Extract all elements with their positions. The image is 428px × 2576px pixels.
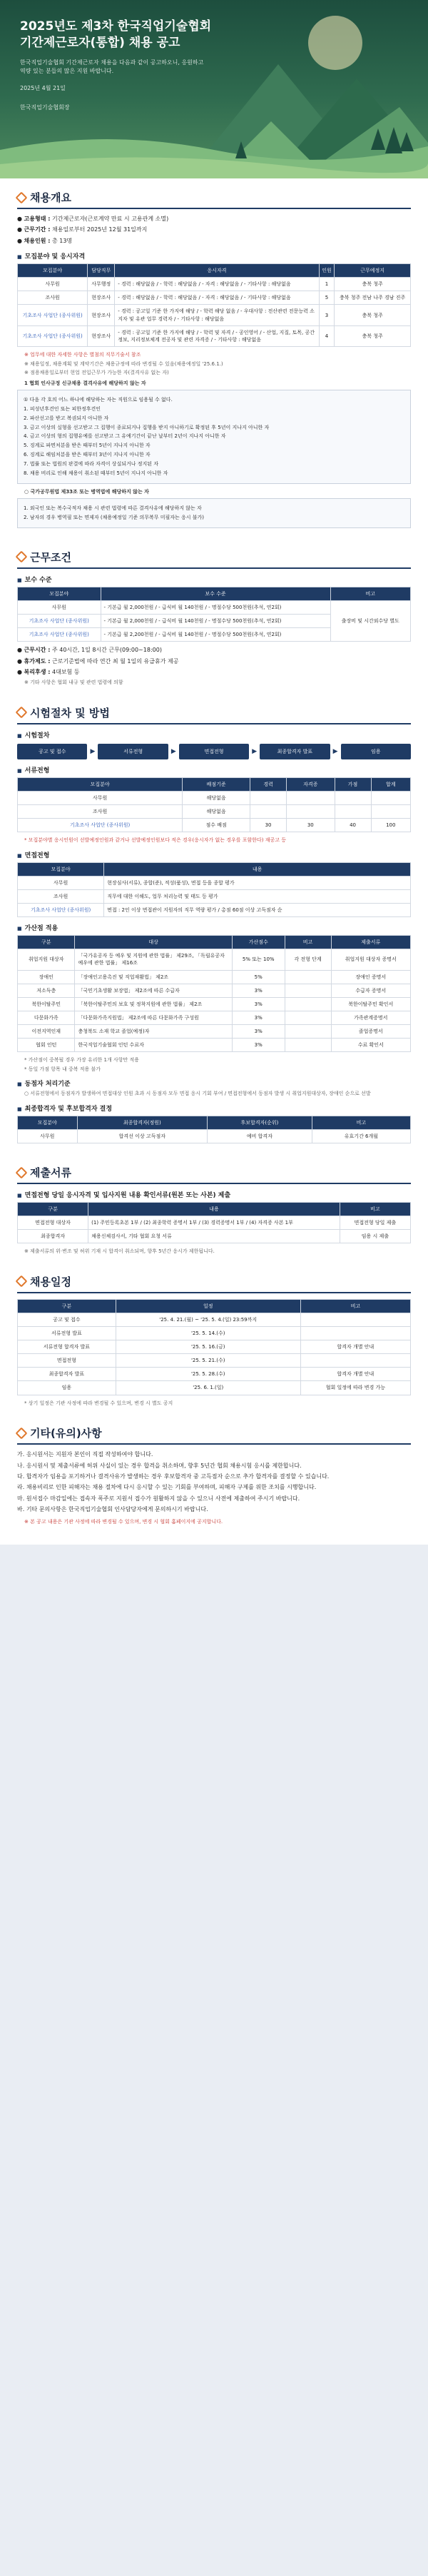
cell: 이전지역인재 <box>18 1025 75 1039</box>
bonus-points-table <box>17 935 411 1052</box>
cell: - 경력 : 공고일 기준 한 가지에 해당 / - 학력 및 자격 / - 공인영어 / - 산업, 지질, 토목, 공간정보, 지리정보체계 전공자 및 관련 자격증 / - 기타사항 : 해당없음 <box>115 325 320 346</box>
cell: 직무에 대한 이해도, 업무 처리능력 및 태도 등 평가 <box>104 889 411 903</box>
step: 서류전형 <box>98 744 168 759</box>
column-header: 구분 <box>18 1203 88 1216</box>
cell: - 기본급 월 2,000천원 / - 급식비 월 140천원 / - 명절수당 500천원(추석, 연2회) <box>101 600 330 614</box>
column-header: 근무예정지 <box>335 264 411 278</box>
cell: 현장심사(서류), 종합(준), 적성(품성), 면접 등을 종합 평가 <box>104 876 411 889</box>
page-title <box>20 19 234 51</box>
section-exam-procedure <box>0 694 428 1153</box>
cell: 최종합격자 발표 <box>18 1368 116 1381</box>
criteria-title: ○ 국가공무원법 제33조 또는 병역법에 해당하지 않는 자 <box>24 488 149 495</box>
cell: - 경력 : 공고일 기준 한 가지에 해당 / - 학력 해당 없음 / - 우대사항 : 전산관련 전문능력 소지자 및 유관 업무 경력자 / - 기타사항 : 해당없음 <box>115 305 320 325</box>
cell: 합격자 개별 안내 <box>300 1340 410 1354</box>
value: 총 13명 <box>51 237 73 244</box>
column-header: 모집분야 <box>18 862 104 876</box>
cell <box>300 1326 410 1340</box>
cell: 예비 합격자 <box>208 1129 312 1143</box>
section-title: 채용일정 <box>30 1275 71 1288</box>
cell: 면접전형 당일 제출 <box>340 1216 410 1230</box>
cell: 가족관계증명서 <box>331 1011 410 1024</box>
step: 공고 및 접수 <box>17 744 87 759</box>
table-row <box>18 904 411 917</box>
additional-criteria-box <box>17 498 411 528</box>
criteria-line: 3. 금고 이상의 실형을 선고받고 그 집행이 종료되거나 집행을 받지 아니하기로 확정된 후 5년이 지나지 아니한 자 <box>24 424 270 430</box>
cell: 서류전형 발표 <box>18 1326 116 1340</box>
column-header: 배점기준 <box>183 777 250 791</box>
subsection-title: ■ 서류전형 <box>17 765 411 774</box>
employment-type: ● 고용형태 : 기간제근로자(근로계약 만료 시 고용관계 소멸) <box>17 216 169 222</box>
hero-subtitle-line-2: 역량 있는 분들의 많은 지원 바랍니다. <box>20 67 114 74</box>
cell: 3% <box>232 997 285 1011</box>
section-work-conditions <box>0 538 428 694</box>
section-title: 제출서류 <box>30 1166 71 1179</box>
table-row <box>18 1129 411 1143</box>
hero-subtitle <box>20 59 234 76</box>
criteria-line: 8. 채용 비리로 인해 채용이 취소된 때부터 5년이 지나지 아니한 자 <box>24 470 168 476</box>
note: * 상기 일정은 기관 사정에 따라 변경될 수 있으며, 변경 시 별도 공지 <box>24 1400 173 1406</box>
subsection-title: ■ 가산점 적용 <box>17 923 411 932</box>
note: ※ 채용일정, 채용계획 및 계약기간은 채용규정에 따라 변경될 수 있음(채용예정일 '25.6.1.) <box>24 360 223 367</box>
footer-spacer <box>17 1527 411 1539</box>
column-header: 담당직무 <box>88 264 115 278</box>
column-header: 인원 <box>319 264 335 278</box>
criteria-line: 1. 외국인 또는 복수국적자 채용 시 관련 법령에 따른 결격사유에 해당하지 않는 자 <box>24 505 202 512</box>
table-row <box>18 1216 411 1230</box>
value: 채용일로부터 2025년 12월 31일까지 <box>51 226 148 233</box>
cell: 합격자 개별 안내 <box>300 1368 410 1381</box>
note: ※ 제출서류의 위·변조 및 허위 기재 시 합격이 취소되며, 향후 5년간 응시가 제한됩니다. <box>24 1248 215 1255</box>
cell: 사무원 <box>18 600 101 614</box>
cell <box>300 1313 410 1326</box>
cell: 3% <box>232 1025 285 1039</box>
section-title: 기타(유의)사항 <box>30 1427 102 1440</box>
table-row <box>18 1326 411 1340</box>
cell: 3% <box>232 1039 285 1052</box>
cell: 충북 청주 <box>335 305 411 325</box>
title-line-1: 2025년도 제3차 한국직업기술협회 <box>20 19 212 34</box>
cell: 취업지원 대상자 증명서 <box>331 949 410 970</box>
table-row <box>18 1313 411 1326</box>
column-header: 가점 <box>335 777 371 791</box>
subsection-title: ■ 동점자 처리기준 <box>17 1079 411 1088</box>
column-header: 가산점수 <box>232 936 285 949</box>
note: * 가산점이 중복될 경우 가장 유리한 1개 사항만 적용 <box>24 1057 139 1064</box>
process-steps <box>17 744 411 759</box>
tie-breaker-text: ○ 서류전형에서 동점자가 발생하여 면접대상 인원 초과 시 동점자 모두 면접 응시 기회 부여 / 면접전형에서 동점자 발생 시 취업지원대상자, 장애인 순으로 선발 <box>24 1091 371 1097</box>
section-recruitment-overview <box>0 178 428 538</box>
cell: '25. 5. 16.(금) <box>116 1340 300 1354</box>
notice-item: 가. 응시원서는 지원자 본인이 직접 작성하여야 합니다. <box>17 1451 153 1458</box>
hire-count: ● 채용인원 : 총 13명 <box>17 237 73 244</box>
criteria-title: 1 협회 인사규정 신규채용 결격사유에 해당하지 않는 자 <box>24 380 146 386</box>
diamond-icon <box>16 191 28 203</box>
column-header: 응시자격 <box>115 264 320 278</box>
cell <box>285 1011 331 1024</box>
schedule-table <box>17 1299 411 1395</box>
label: 근무시간 : <box>24 647 51 654</box>
cell: 수급자 증명서 <box>331 984 410 997</box>
step: 최종합격자 발표 <box>260 744 330 759</box>
column-header: 비고 <box>312 1116 410 1129</box>
title-line-2: 기간제근로자(통합) 채용 공고 <box>20 35 180 50</box>
cell: 최종합격자 <box>18 1230 88 1243</box>
section-title: 시험절차 및 방법 <box>30 706 110 719</box>
table-row <box>18 1025 411 1039</box>
value: 근로기준법에 따라 연간 최 월 1일의 유급휴가 제공 <box>51 657 179 665</box>
cell: 사무원 <box>18 791 183 804</box>
section-heading <box>17 705 411 724</box>
cell: 충청북도 소재 학교 졸업(예정)자 <box>75 1025 232 1039</box>
documents-table <box>17 1202 411 1243</box>
cell: 「다문화가족지원법」 제2조에 따른 다문화가족 구성원 <box>75 1011 232 1024</box>
column-header: 비고 <box>300 1299 410 1313</box>
table-row <box>18 1354 411 1368</box>
cell: 조사원 <box>18 291 88 305</box>
value: 4대보험 등 <box>51 669 80 675</box>
cell: 합격선 이상 고득점자 <box>77 1129 207 1143</box>
cell: 1 <box>319 278 335 291</box>
section-schedule <box>0 1263 428 1414</box>
closing-note: ※ 본 공고 내용은 기관 사정에 따라 변경될 수 있으며, 변경 시 협회 홈페이지에 공지합니다. <box>24 1519 223 1525</box>
notice-item: 라. 채용비리로 인한 피해자는 채용 절차에 다시 응시할 수 있는 기회를 부여하며, 피해자 구제를 위한 조치를 시행합니다. <box>17 1484 317 1491</box>
note: ※ 업무에 대한 자세한 사항은 별첨의 직무기술서 참조 <box>24 352 141 358</box>
column-header: 보수 수준 <box>101 587 330 600</box>
cell <box>335 791 371 804</box>
cell: 30 <box>250 819 287 832</box>
leave-policy: ● 휴가제도 : 근로기준법에 따라 연간 최 월 1일의 유급휴가 제공 <box>17 657 179 665</box>
cell: 4 <box>319 325 335 346</box>
cell: 현장조사 <box>88 291 115 305</box>
cell: 공고 및 접수 <box>18 1313 116 1326</box>
column-header: 모집분야 <box>18 587 101 600</box>
cell: 100 <box>371 819 411 832</box>
cell <box>286 805 335 819</box>
cell <box>285 1039 331 1052</box>
section-heading <box>17 550 411 569</box>
cell: 충북 청주 전남 나주 경남 진주 <box>335 291 411 305</box>
column-header: 모집분야 <box>18 1116 78 1129</box>
pay-table <box>17 587 411 642</box>
table-row <box>18 970 411 984</box>
table-row <box>18 1011 411 1024</box>
table-row <box>18 1368 411 1381</box>
criteria-line: ① 다음 각 호의 어느 하나에 해당하는 자는 직원으로 임용될 수 없다. <box>24 397 173 403</box>
cell: 30 <box>286 819 335 832</box>
cell: - 경력 : 해당없음 / - 학력 : 해당없음 / - 자격 : 해당없음 / - 기타사항 : 해당없음 <box>115 291 320 305</box>
notice-item: 나. 응시원서 및 제출서류에 허위 사실이 있는 경우 합격을 취소하며, 향후 5년간 협회 채용시험 응시를 제한합니다. <box>17 1462 302 1469</box>
column-header: 내용 <box>88 1203 340 1216</box>
cell: 다문화가족 <box>18 1011 75 1024</box>
announcement-date: 2025년 4월 21일 <box>20 84 66 91</box>
final-decision-table <box>17 1116 411 1143</box>
cell: 40 <box>335 819 371 832</box>
cell: 장애인 증명서 <box>331 970 410 984</box>
cell: 사무원 <box>18 876 104 889</box>
cell: 조사원 <box>18 889 104 903</box>
criteria-line: 2. 파산선고를 받고 복권되지 아니한 자 <box>24 415 109 421</box>
cell: 「국민기초생활 보장법」 제2조에 따른 수급자 <box>75 984 232 997</box>
organization-name: 한국직업기술협회장 <box>20 103 70 111</box>
table-row <box>18 997 411 1011</box>
diamond-icon <box>16 1276 28 1288</box>
cell: 면접전형 <box>18 1354 116 1368</box>
section-other-notes <box>0 1414 428 1545</box>
cell: 기초조사 사업단 (종사위원) <box>18 628 101 642</box>
table-row <box>18 791 411 804</box>
column-header: 구분 <box>18 936 75 949</box>
cell: 현장조사 <box>88 325 115 346</box>
subsection-title: ■ 시험절차 <box>17 730 411 739</box>
cell: - 기본급 월 2,200천원 / - 급식비 월 140천원 / - 명절수당 500천원(추석, 연2회) <box>101 628 330 642</box>
benefits: ● 복리후생 : 4대보험 등 <box>17 669 80 675</box>
cell <box>285 1025 331 1039</box>
column-header: 최종합격자(정원) <box>77 1116 207 1129</box>
arrow-right-icon: ▶ <box>170 747 176 755</box>
cell: 저소득층 <box>18 984 75 997</box>
table-row <box>18 876 411 889</box>
table-row <box>18 278 411 291</box>
cell: 협회 인턴 <box>18 1039 75 1052</box>
cell: 출장비 및 시간외수당 별도 <box>330 600 410 641</box>
table-row <box>18 819 411 832</box>
cell: 서류전형 합격자 발표 <box>18 1340 116 1354</box>
cell: 5 <box>319 291 335 305</box>
cell <box>335 805 371 819</box>
section-documents <box>0 1153 428 1263</box>
cell: 기초조사 사업단 (종사위원) <box>18 305 88 325</box>
criteria-line: 1. 피성년후견인 또는 피한정후견인 <box>24 405 101 412</box>
cell: - 경력 : 해당없음 / - 학력 : 해당없음 / - 자격 : 해당없음 / - 기타사항 : 해당없음 <box>115 278 320 291</box>
arrow-right-icon: ▶ <box>252 747 258 755</box>
cell <box>250 791 287 804</box>
column-header: 경력 <box>250 777 287 791</box>
criteria-line: 2. 남자의 경우 병역필 또는 면제자 (채용예정일 기준 의무복무 미필자는 응시 불가) <box>24 514 204 520</box>
cell: 졸업증명서 <box>331 1025 410 1039</box>
cell: 해당없음 <box>183 805 250 819</box>
notice-item: 마. 원서접수 마감일에는 접속자 폭주로 지원서 접수가 원활하지 않을 수 있으니 사전에 제출하여 주시기 바랍니다. <box>17 1495 300 1502</box>
cell: '25. 5. 21.(수) <box>116 1354 300 1368</box>
table-row <box>18 291 411 305</box>
hero-subtitle-line-1: 한국직업기술협회 기간제근로자 채용을 다음과 같이 공고하오니, 응원하고 <box>20 59 204 66</box>
section-title: 채용개요 <box>30 191 71 204</box>
label: 채용인원 : <box>24 237 51 244</box>
column-header: 제출서류 <box>331 936 410 949</box>
value: 기간제근로자(근로계약 만료 시 고용관계 소멸) <box>51 216 169 222</box>
column-header: 일정 <box>116 1299 300 1313</box>
table-row <box>18 1039 411 1052</box>
cell: 사무행정 <box>88 278 115 291</box>
cell: 임용 <box>18 1381 116 1395</box>
cell: '25. 5. 14.(수) <box>116 1326 300 1340</box>
cell: 조사원 <box>18 805 183 819</box>
note: ※ 기타 사항은 협회 내규 및 관련 법령에 의함 <box>24 680 123 686</box>
label: 고용형태 : <box>24 216 51 222</box>
cell <box>371 805 411 819</box>
cell: 협회 일정에 따라 변경 가능 <box>300 1381 410 1395</box>
subsection-title: ■ 최종합격자 및 후보합격자 결정 <box>17 1103 411 1113</box>
cell: 기초조사 사업단 (종사위원) <box>18 819 183 832</box>
cell <box>300 1354 410 1368</box>
column-header: 후보합격자(순위) <box>208 1116 312 1129</box>
section-heading <box>17 1425 411 1445</box>
cell: 현장조사 <box>88 305 115 325</box>
cell: (1) 주민등록초본 1부 / (2) 최종학력 증명서 1부 / (3) 경력증명서 1부 / (4) 자격증 사본 1부 <box>88 1216 340 1230</box>
column-header: 자격증 <box>286 777 335 791</box>
arrow-right-icon: ▶ <box>332 747 338 755</box>
criteria-line: 7. 법률 또는 법원의 판결에 따라 자격이 상실되거나 정지된 자 <box>24 460 158 467</box>
cell: 점수 배점 <box>183 819 250 832</box>
cell: 사무원 <box>18 1129 78 1143</box>
label: 근무기간 : <box>24 226 51 233</box>
work-hours: ● 근무시간 : 주 40시간, 1일 8시간 근무(09:00~18:00) <box>17 647 162 654</box>
document-screening-table <box>17 777 411 832</box>
table-row <box>18 1230 411 1243</box>
column-header: 모집분야 <box>18 264 88 278</box>
cell <box>285 970 331 984</box>
table-row <box>18 1381 411 1395</box>
note: * 모집분야별 응시인원이 선발예정인원과 같거나 선발예정인원보다 적은 경우(응시자가 없는 경우를 포함한다) 재공고 등 <box>24 837 286 844</box>
notice-item: 바. 기타 문의사항은 한국직업기술협회 인사담당자에게 문의하시기 바랍니다. <box>17 1506 208 1513</box>
cell: 5% <box>232 970 285 984</box>
criteria-line: 5. 징계로 파면처분을 받은 때부터 5년이 지나지 아니한 자 <box>24 443 151 449</box>
table-row <box>18 1340 411 1354</box>
cell: 「북한이탈주민의 보호 및 정착지원에 관한 법률」 제2조 <box>75 997 232 1011</box>
hero-banner <box>0 0 428 178</box>
cell: 기초조사 사업단 (종사위원) <box>18 904 104 917</box>
cell: 수료 확인서 <box>331 1039 410 1052</box>
table-row <box>18 600 411 614</box>
criteria-line: 6. 징계로 해임처분을 받은 때부터 3년이 지나지 아니한 자 <box>24 452 151 458</box>
cell: '25. 6. 1.(일) <box>116 1381 300 1395</box>
subsection-title: ■ 보수 수준 <box>17 575 411 584</box>
positions-table <box>17 263 411 347</box>
label: 휴가제도 : <box>24 657 51 665</box>
step: 임용 <box>341 744 411 759</box>
cell: 북한이탈주민 확인서 <box>331 997 410 1011</box>
cell: '25. 5. 28.(수) <box>116 1368 300 1381</box>
cell: 유효기간 6개월 <box>312 1129 410 1143</box>
cell <box>285 984 331 997</box>
table-row <box>18 805 411 819</box>
column-header: 합계 <box>371 777 411 791</box>
diamond-icon <box>16 1166 28 1178</box>
diamond-icon <box>16 707 28 719</box>
cell: 임용 시 제출 <box>340 1230 410 1243</box>
work-period: ● 근무기간 : 채용일로부터 2025년 12월 31일까지 <box>17 226 148 233</box>
arrow-right-icon: ▶ <box>90 747 96 755</box>
cell: 각 전형 단계 <box>285 949 331 970</box>
column-header: 비고 <box>285 936 331 949</box>
cell: 해당없음 <box>183 791 250 804</box>
cell: 한국직업기술협회 인턴 수료자 <box>75 1039 232 1052</box>
table-row <box>18 889 411 903</box>
subsection-title: ■ 면접전형 <box>17 850 411 859</box>
column-header: 내용 <box>104 862 411 876</box>
section-heading <box>17 1274 411 1293</box>
table-row <box>18 305 411 325</box>
value: 주 40시간, 1일 8시간 근무(09:00~18:00) <box>51 647 162 654</box>
cell: 3% <box>232 984 285 997</box>
cell: 「국가유공자 등 예우 및 지원에 관한 법률」 제29조, 「독립유공자 예우에 관한 법률」 제16조 <box>75 949 232 970</box>
cell: 5% 또는 10% <box>232 949 285 970</box>
cell: '25. 4. 21.(월) ~ '25. 5. 4.(일) 23:59까지 <box>116 1313 300 1326</box>
cell: 채용신체검사서, 기타 협회 요청 서류 <box>88 1230 340 1243</box>
table-row <box>18 325 411 346</box>
criteria-line: 4. 금고 이상의 형의 집행유예를 선고받고 그 유예기간이 끝난 날부터 2년이 지나지 아니한 자 <box>24 433 226 440</box>
cell <box>250 805 287 819</box>
cell: 충북 청주 <box>335 278 411 291</box>
note: ※ 점용채용일로부터 현업 전입근무가 가능한 자(결격사유 없는 자) <box>24 370 169 376</box>
cell: 3% <box>232 1011 285 1024</box>
label: 복리후생 : <box>24 669 51 675</box>
cell: 면접 : 2인 이상 면접관이 지원자의 직무 역량 평가 / 총점 60점 이상 고득점자 순 <box>104 904 411 917</box>
cell: 면접전형 대상자 <box>18 1216 88 1230</box>
column-header: 비고 <box>340 1203 410 1216</box>
subsection-title: ■ 면접전형 당일 응시자격 및 입사지원 내용 확인서류(원본 또는 사본) 제출 <box>17 1190 411 1199</box>
diamond-icon <box>16 551 28 563</box>
cell: 3 <box>319 305 335 325</box>
cell: 사무원 <box>18 278 88 291</box>
cell: - 기본급 월 2,000천원 / - 급식비 월 140천원 / - 명절수당 500천원(추석, 연2회) <box>101 614 330 627</box>
cell <box>371 791 411 804</box>
cell: 충북 청주 <box>335 325 411 346</box>
column-header: 모집분야 <box>18 777 183 791</box>
section-heading <box>17 190 411 209</box>
step: 면접전형 <box>179 744 249 759</box>
section-title: 근무조건 <box>30 550 71 564</box>
column-header: 구분 <box>18 1299 116 1313</box>
cell: 기초조사 사업단 (종사위원) <box>18 614 101 627</box>
notice-item: 다. 합격자가 임용을 포기하거나 결격사유가 발생하는 경우 후보합격자 중 고득점자 순으로 추가 합격자를 결정할 수 있습니다. <box>17 1473 330 1480</box>
cell <box>286 791 335 804</box>
cell: 기초조사 사업단 (종사위원) <box>18 325 88 346</box>
table-row <box>18 984 411 997</box>
subsection-title: ■ 모집분야 및 응시자격 <box>17 251 411 261</box>
section-heading <box>17 1165 411 1184</box>
cell: 「장애인고용촉진 및 직업재활법」 제2조 <box>75 970 232 984</box>
table-row <box>18 949 411 970</box>
column-header: 대상 <box>75 936 232 949</box>
cell: 장애인 <box>18 970 75 984</box>
interview-table <box>17 862 411 917</box>
cell <box>285 997 331 1011</box>
cell: 북한이탈주민 <box>18 997 75 1011</box>
column-header: 비고 <box>330 587 410 600</box>
cell: 취업지원 대상자 <box>18 949 75 970</box>
note: * 동일 가점 항목 내 중복 적용 불가 <box>24 1066 101 1072</box>
disqualification-box <box>17 390 411 484</box>
diamond-icon <box>16 1427 28 1439</box>
